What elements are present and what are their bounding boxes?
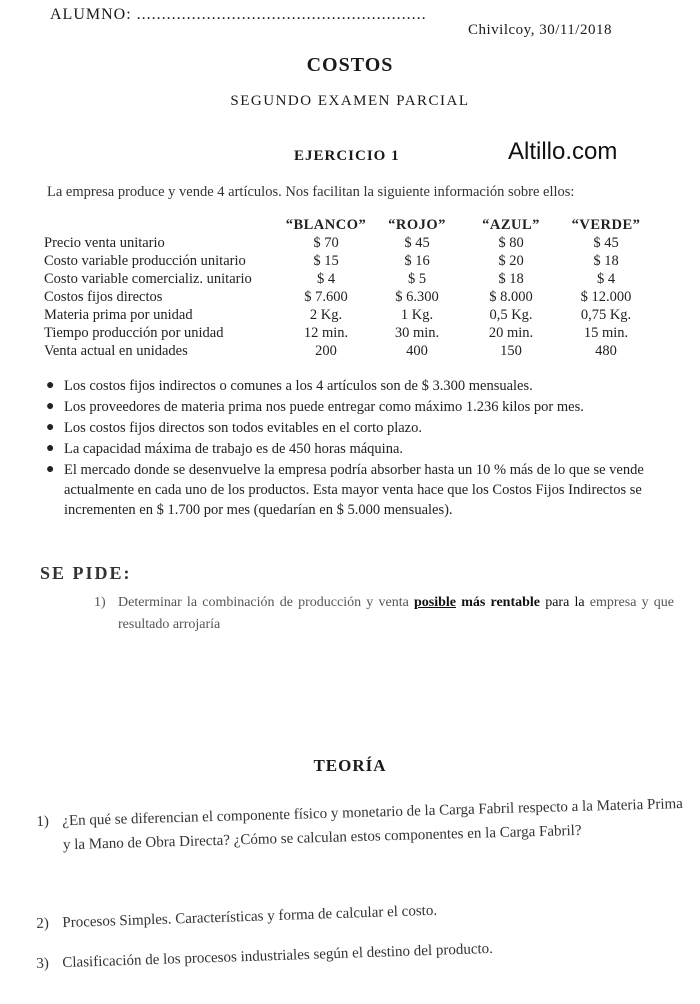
table-cell: 15 min. bbox=[583, 325, 629, 341]
table-cell: $ 4 bbox=[596, 271, 616, 287]
row-label: Costos fijos directos bbox=[44, 289, 163, 305]
question-emphasis-rentable: más rentable bbox=[461, 595, 540, 610]
question-number: 3) bbox=[36, 955, 50, 972]
bullet-icon: ● bbox=[46, 378, 55, 393]
question-emphasis-possible: posible bbox=[413, 595, 456, 610]
table-corner bbox=[44, 216, 280, 234]
column-header: “BLANCO” bbox=[285, 217, 367, 233]
table-cell: 0,75 Kg. bbox=[580, 307, 632, 323]
table-cell: $ 15 bbox=[313, 253, 339, 269]
question-number: 1) bbox=[94, 595, 106, 610]
row-label: Materia prima por unidad bbox=[44, 307, 193, 323]
table-cell: $ 45 bbox=[593, 235, 619, 251]
question-text: Clasificación de los procesos industriales según el destino del producto. bbox=[62, 940, 494, 972]
table-header-row bbox=[44, 216, 652, 234]
list-item-text: Los costos fijos directos son todos evitables en el corto plazo. bbox=[64, 420, 422, 436]
question-1 bbox=[94, 592, 674, 636]
list-item-text: Los costos fijos indirectos o comunes a los 4 artículos son de $ 3.300 mensuales. bbox=[64, 378, 533, 394]
row-label: Precio venta unitario bbox=[44, 235, 165, 251]
table-cell: $ 18 bbox=[498, 271, 524, 287]
question-text: ¿En qué se diferencian el componente físico y monetario de la Carga Fabril respecto a la Materia Prima y la Mano de Obra Directa? ¿Cómo se calculan estos componentes en la Carga Fabril? bbox=[62, 795, 684, 854]
table-row bbox=[44, 288, 652, 306]
table-cell: 0,5 Kg. bbox=[489, 307, 533, 323]
list-item-text: El mercado donde se desenvuelve la empresa podría absorber hasta un 10 % más de lo que se vende actualmente en cada uno de los productos. Esta mayor venta hace que los Costos Fijos Indirectos se incrementen en $ 1.700 por mes (quedarían en $ 5.000 mensuales). bbox=[64, 462, 644, 518]
theory-question bbox=[36, 890, 688, 936]
list-item bbox=[44, 397, 684, 417]
list-item bbox=[44, 418, 684, 438]
watermark-logo: Altillo.com bbox=[508, 138, 618, 165]
student-name-line: ALUMNO: .......................................................... bbox=[50, 6, 427, 23]
list-item-text: Los proveedores de materia prima nos puede entregar como máximo 1.236 kilos por mes. bbox=[64, 399, 584, 415]
se-pide-heading: SE PIDE: bbox=[40, 563, 132, 583]
row-label: Costo variable producción unitario bbox=[44, 253, 246, 269]
bullet-icon: ● bbox=[46, 441, 55, 456]
page-title: COSTOS bbox=[306, 54, 394, 76]
column-header: “ROJO” bbox=[388, 217, 446, 233]
list-item bbox=[44, 376, 684, 396]
row-label: Tiempo producción por unidad bbox=[44, 325, 224, 341]
column-header: “AZUL” bbox=[482, 217, 540, 233]
teoria-heading: TEORÍA bbox=[313, 756, 387, 775]
bullet-icon: ● bbox=[46, 420, 55, 435]
theory-question bbox=[36, 930, 688, 976]
table-cell: $ 12.000 bbox=[580, 289, 632, 305]
exercise-title: EJERCICIO 1 bbox=[294, 148, 400, 164]
table-row bbox=[44, 342, 652, 360]
question-text: Determinar la combinación de producción y venta bbox=[118, 595, 409, 610]
conditions-list bbox=[44, 376, 684, 521]
table-row bbox=[44, 324, 652, 342]
column-header: “VERDE” bbox=[571, 217, 641, 233]
table-cell: 20 min. bbox=[488, 325, 534, 341]
exercise-intro: La empresa produce y vende 4 artículos. Nos facilitan la siguiente información sobre ellos: bbox=[47, 184, 575, 200]
exam-subtitle: SEGUNDO EXAMEN PARCIAL bbox=[230, 93, 470, 109]
table-cell: $ 80 bbox=[498, 235, 524, 251]
list-item-text: La capacidad máxima de trabajo es de 450 horas máquina. bbox=[64, 441, 404, 457]
table-cell: 400 bbox=[406, 343, 428, 359]
table-cell: $ 4 bbox=[316, 271, 336, 287]
table-cell: $ 5 bbox=[407, 271, 427, 287]
question-number: 1) bbox=[36, 813, 50, 830]
table-cell: 2 Kg. bbox=[309, 307, 343, 323]
table-cell: $ 8.000 bbox=[489, 289, 533, 305]
question-text-tail: para la bbox=[545, 595, 585, 610]
table-cell: $ 7.600 bbox=[304, 289, 348, 305]
row-label: Venta actual en unidades bbox=[44, 343, 188, 359]
table-cell: 12 min. bbox=[303, 325, 349, 341]
table-cell: 200 bbox=[315, 343, 337, 359]
table-cell: 30 min. bbox=[394, 325, 440, 341]
table-cell: $ 45 bbox=[404, 235, 430, 251]
products-table bbox=[44, 216, 652, 360]
table-cell: $ 16 bbox=[404, 253, 430, 269]
table-cell: $ 70 bbox=[313, 235, 339, 251]
list-item bbox=[44, 439, 684, 459]
table-cell: 480 bbox=[595, 343, 617, 359]
theory-question bbox=[36, 792, 689, 858]
bullet-icon: ● bbox=[46, 399, 55, 414]
table-row bbox=[44, 270, 652, 288]
list-item bbox=[44, 460, 684, 520]
bullet-icon: ● bbox=[46, 462, 55, 477]
table-row bbox=[44, 252, 652, 270]
row-label: Costo variable comercializ. unitario bbox=[44, 271, 252, 287]
question-text: Procesos Simples. Características y forma de calcular el costo. bbox=[62, 902, 438, 932]
table-cell: $ 6.300 bbox=[395, 289, 439, 305]
table-cell: $ 20 bbox=[498, 253, 524, 269]
table-cell: $ 18 bbox=[593, 253, 619, 269]
question-number: 2) bbox=[36, 915, 50, 932]
exam-date: Chivilcoy, 30/11/2018 bbox=[468, 22, 612, 38]
table-cell: 150 bbox=[500, 343, 522, 359]
table-cell: 1 Kg. bbox=[400, 307, 434, 323]
table-row bbox=[44, 234, 652, 252]
question-text-end: empresa y que resultado arrojaría bbox=[118, 595, 674, 632]
table-row bbox=[44, 306, 652, 324]
